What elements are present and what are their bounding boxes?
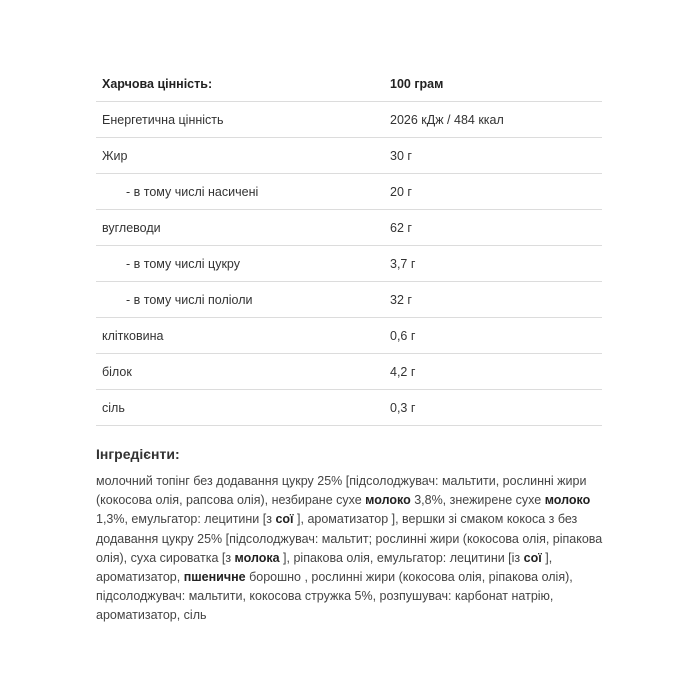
nutrient-value: 2026 кДж / 484 ккал bbox=[383, 102, 602, 138]
nutrition-row-salt bbox=[96, 390, 602, 426]
nutrient-value: 0,6 г bbox=[383, 318, 602, 354]
nutrient-name: вуглеводи bbox=[96, 210, 383, 246]
nutrition-row-saturated-fat bbox=[96, 174, 602, 210]
ingredients-text bbox=[96, 472, 608, 626]
nutrient-name: клітковина bbox=[96, 318, 383, 354]
allergen-soy: сої bbox=[523, 550, 542, 565]
nutrient-name: - в тому числі поліоли bbox=[96, 282, 383, 318]
nutrient-name: сіль bbox=[96, 390, 383, 426]
ingredients-text-part: 1,3%, емульгатор: лецитини [з bbox=[96, 512, 276, 527]
ingredients-text-part: ], ріпакова олія, емульгатор: лецитини [із bbox=[279, 550, 524, 565]
nutrition-header-value: 100 грам bbox=[383, 66, 602, 102]
nutrition-header-name: Харчова цінність: bbox=[96, 66, 383, 102]
nutrient-value: 4,2 г bbox=[383, 354, 602, 390]
nutrient-value: 0,3 г bbox=[383, 390, 602, 426]
nutrition-row-sugars bbox=[96, 246, 602, 282]
nutrient-name: Енергетична цінність bbox=[96, 102, 383, 138]
nutrition-row-polyols bbox=[96, 282, 602, 318]
nutrition-header-row bbox=[96, 66, 602, 102]
ingredients-heading: Інгредієнти: bbox=[96, 446, 180, 462]
nutrition-row-carbohydrates bbox=[96, 210, 602, 246]
nutrition-table bbox=[96, 66, 602, 426]
allergen-milk: молоко bbox=[544, 493, 591, 508]
nutrient-name: білок bbox=[96, 354, 383, 390]
nutrition-row-fibre bbox=[96, 318, 602, 354]
ingredients-text-part: молочний топінг без додавання цукру 25% [підсолоджувач: мальтити, рослинні жири (кокосова олія, рапсова олія), незбиране сухе bbox=[96, 474, 587, 508]
nutrient-value: 20 г bbox=[383, 174, 602, 210]
nutrient-name: - в тому числі насичені bbox=[96, 174, 383, 210]
allergen-milk: молоко bbox=[365, 493, 411, 508]
ingredients-text-part: ], ароматизатор ], вершки зі смаком кокоса з без додавання цукру 25% [підсолоджувач: мальтит; рослинні жири (кокосова олія, ріпакова олія), суха сироватка [з bbox=[96, 512, 603, 565]
nutrient-value: 30 г bbox=[383, 138, 602, 174]
ingredients-text-part: 3,8%, знежирене сухе bbox=[410, 493, 545, 508]
nutrition-row-energy bbox=[96, 102, 602, 138]
nutrition-row-protein bbox=[96, 354, 602, 390]
allergen-wheat: пшеничне bbox=[183, 570, 246, 585]
nutrient-value: 32 г bbox=[383, 282, 602, 318]
nutrient-name: - в тому числі цукру bbox=[96, 246, 383, 282]
nutrition-row-fat bbox=[96, 138, 602, 174]
nutrient-name: Жир bbox=[96, 138, 383, 174]
nutrient-value: 62 г bbox=[383, 210, 602, 246]
allergen-soy: сої bbox=[275, 512, 294, 527]
nutrient-value: 3,7 г bbox=[383, 246, 602, 282]
ingredients-text-part: ], ароматизатор, bbox=[96, 550, 553, 585]
allergen-milk: молока bbox=[234, 550, 280, 565]
ingredients-text-part: борошно , рослинні жири (кокосова олія, ріпакова олія), підсолоджувач: мальтити, кокосова стружка 5%, розпушувач: карбонат натрію, ароматизатор, сіль bbox=[96, 570, 573, 623]
